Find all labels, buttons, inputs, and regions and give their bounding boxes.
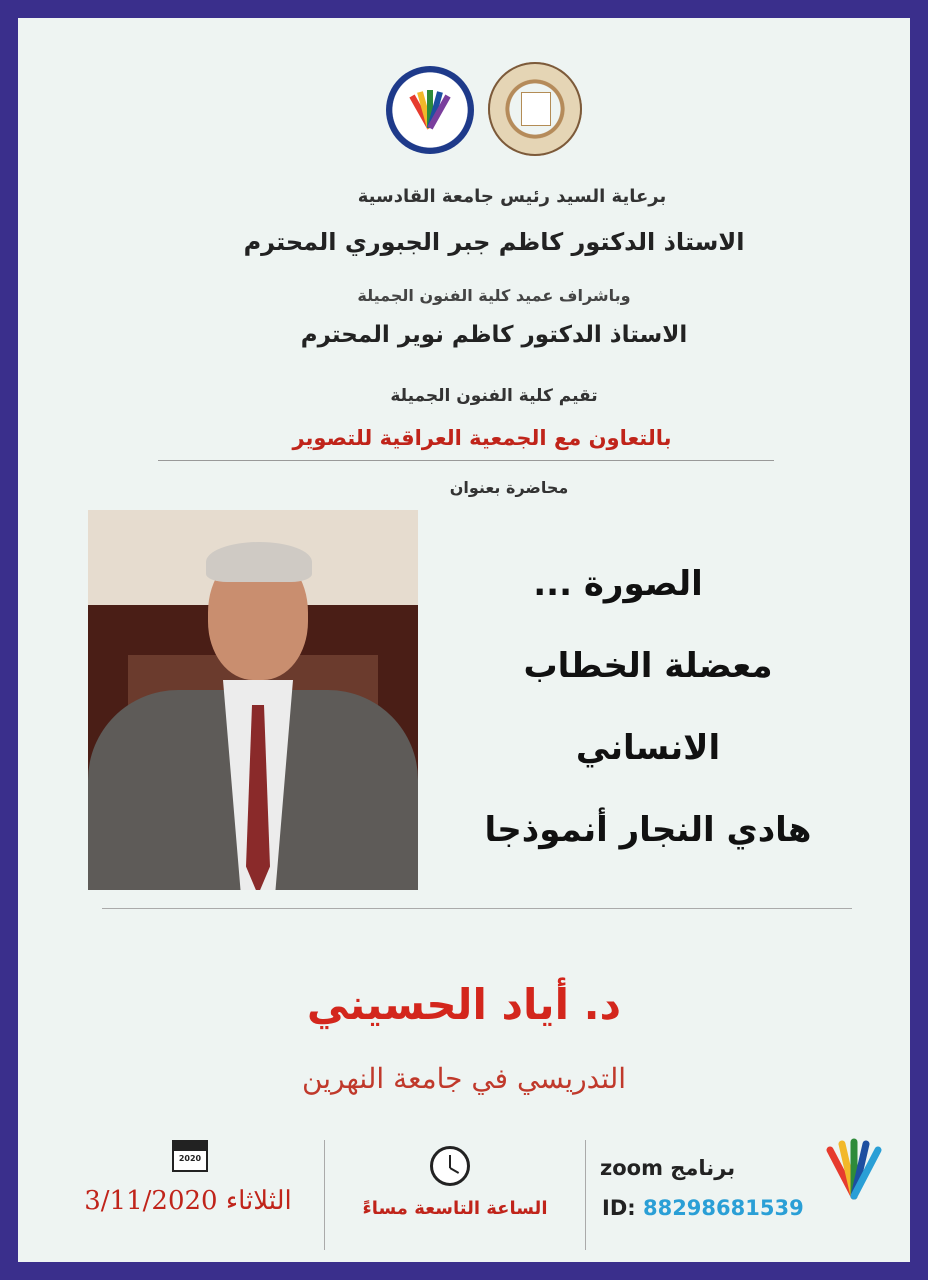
supervisor-line: وباشراف عميد كلية الفنون الجميلة [357, 286, 631, 305]
lecture-title-line: معضلة الخطاب [523, 646, 773, 686]
lecture-label: محاضرة بعنوان [449, 478, 569, 497]
lecture-title-line: الصورة ... [533, 564, 703, 604]
lecture-title [448, 558, 848, 886]
fan-logo-icon [824, 1136, 884, 1200]
divider [102, 908, 852, 909]
speaker-photo [88, 510, 418, 890]
event-time: الساعة التاسعة مساءً [362, 1198, 548, 1219]
fine-arts-logo-graphic [386, 66, 474, 154]
speaker-name: د. أياد الحسيني [306, 980, 622, 1029]
divider [158, 460, 774, 461]
university-logo-icon [488, 62, 582, 156]
logo-book-shape [521, 92, 551, 126]
partner-line: بالتعاون مع الجمعية العراقية للتصوير [292, 426, 672, 450]
clock-icon [430, 1146, 470, 1186]
fan-logo-graphic [824, 1136, 884, 1200]
supervisor-name: الاستاذ الدكتور كاظم نوير المحترم [300, 322, 688, 348]
meeting-id [602, 1196, 804, 1220]
lecture-title-line: الانساني [575, 728, 721, 768]
photo-hair [206, 542, 312, 582]
poster [18, 18, 910, 1262]
meeting-id-label: ID: [602, 1196, 636, 1220]
meeting-id-value: 88298681539 [642, 1196, 804, 1220]
platform-name: zoom [600, 1156, 663, 1180]
host-line: تقيم كلية الفنون الجميلة [390, 386, 598, 406]
footer-divider [585, 1140, 586, 1250]
footer-divider [324, 1140, 325, 1250]
fine-arts-logo-icon [386, 66, 474, 154]
patron-line: برعاية السيد رئيس جامعة القادسية [357, 186, 667, 207]
calendar-header [174, 1142, 206, 1151]
patron-name: الاستاذ الدكتور كاظم جبر الجبوري المحترم [243, 228, 745, 256]
platform-prefix: برنامج [670, 1156, 736, 1180]
calendar-year: 2020 [178, 1154, 202, 1163]
speaker-affiliation: التدريسي في جامعة النهرين [301, 1062, 627, 1095]
platform-label [600, 1156, 780, 1180]
lecture-title-line: هادي النجار أنموذجا [484, 810, 812, 850]
clock-minute-hand [450, 1167, 460, 1174]
calendar-icon [172, 1140, 208, 1172]
event-date: الثلاثاء 3/11/2020 [84, 1186, 292, 1216]
